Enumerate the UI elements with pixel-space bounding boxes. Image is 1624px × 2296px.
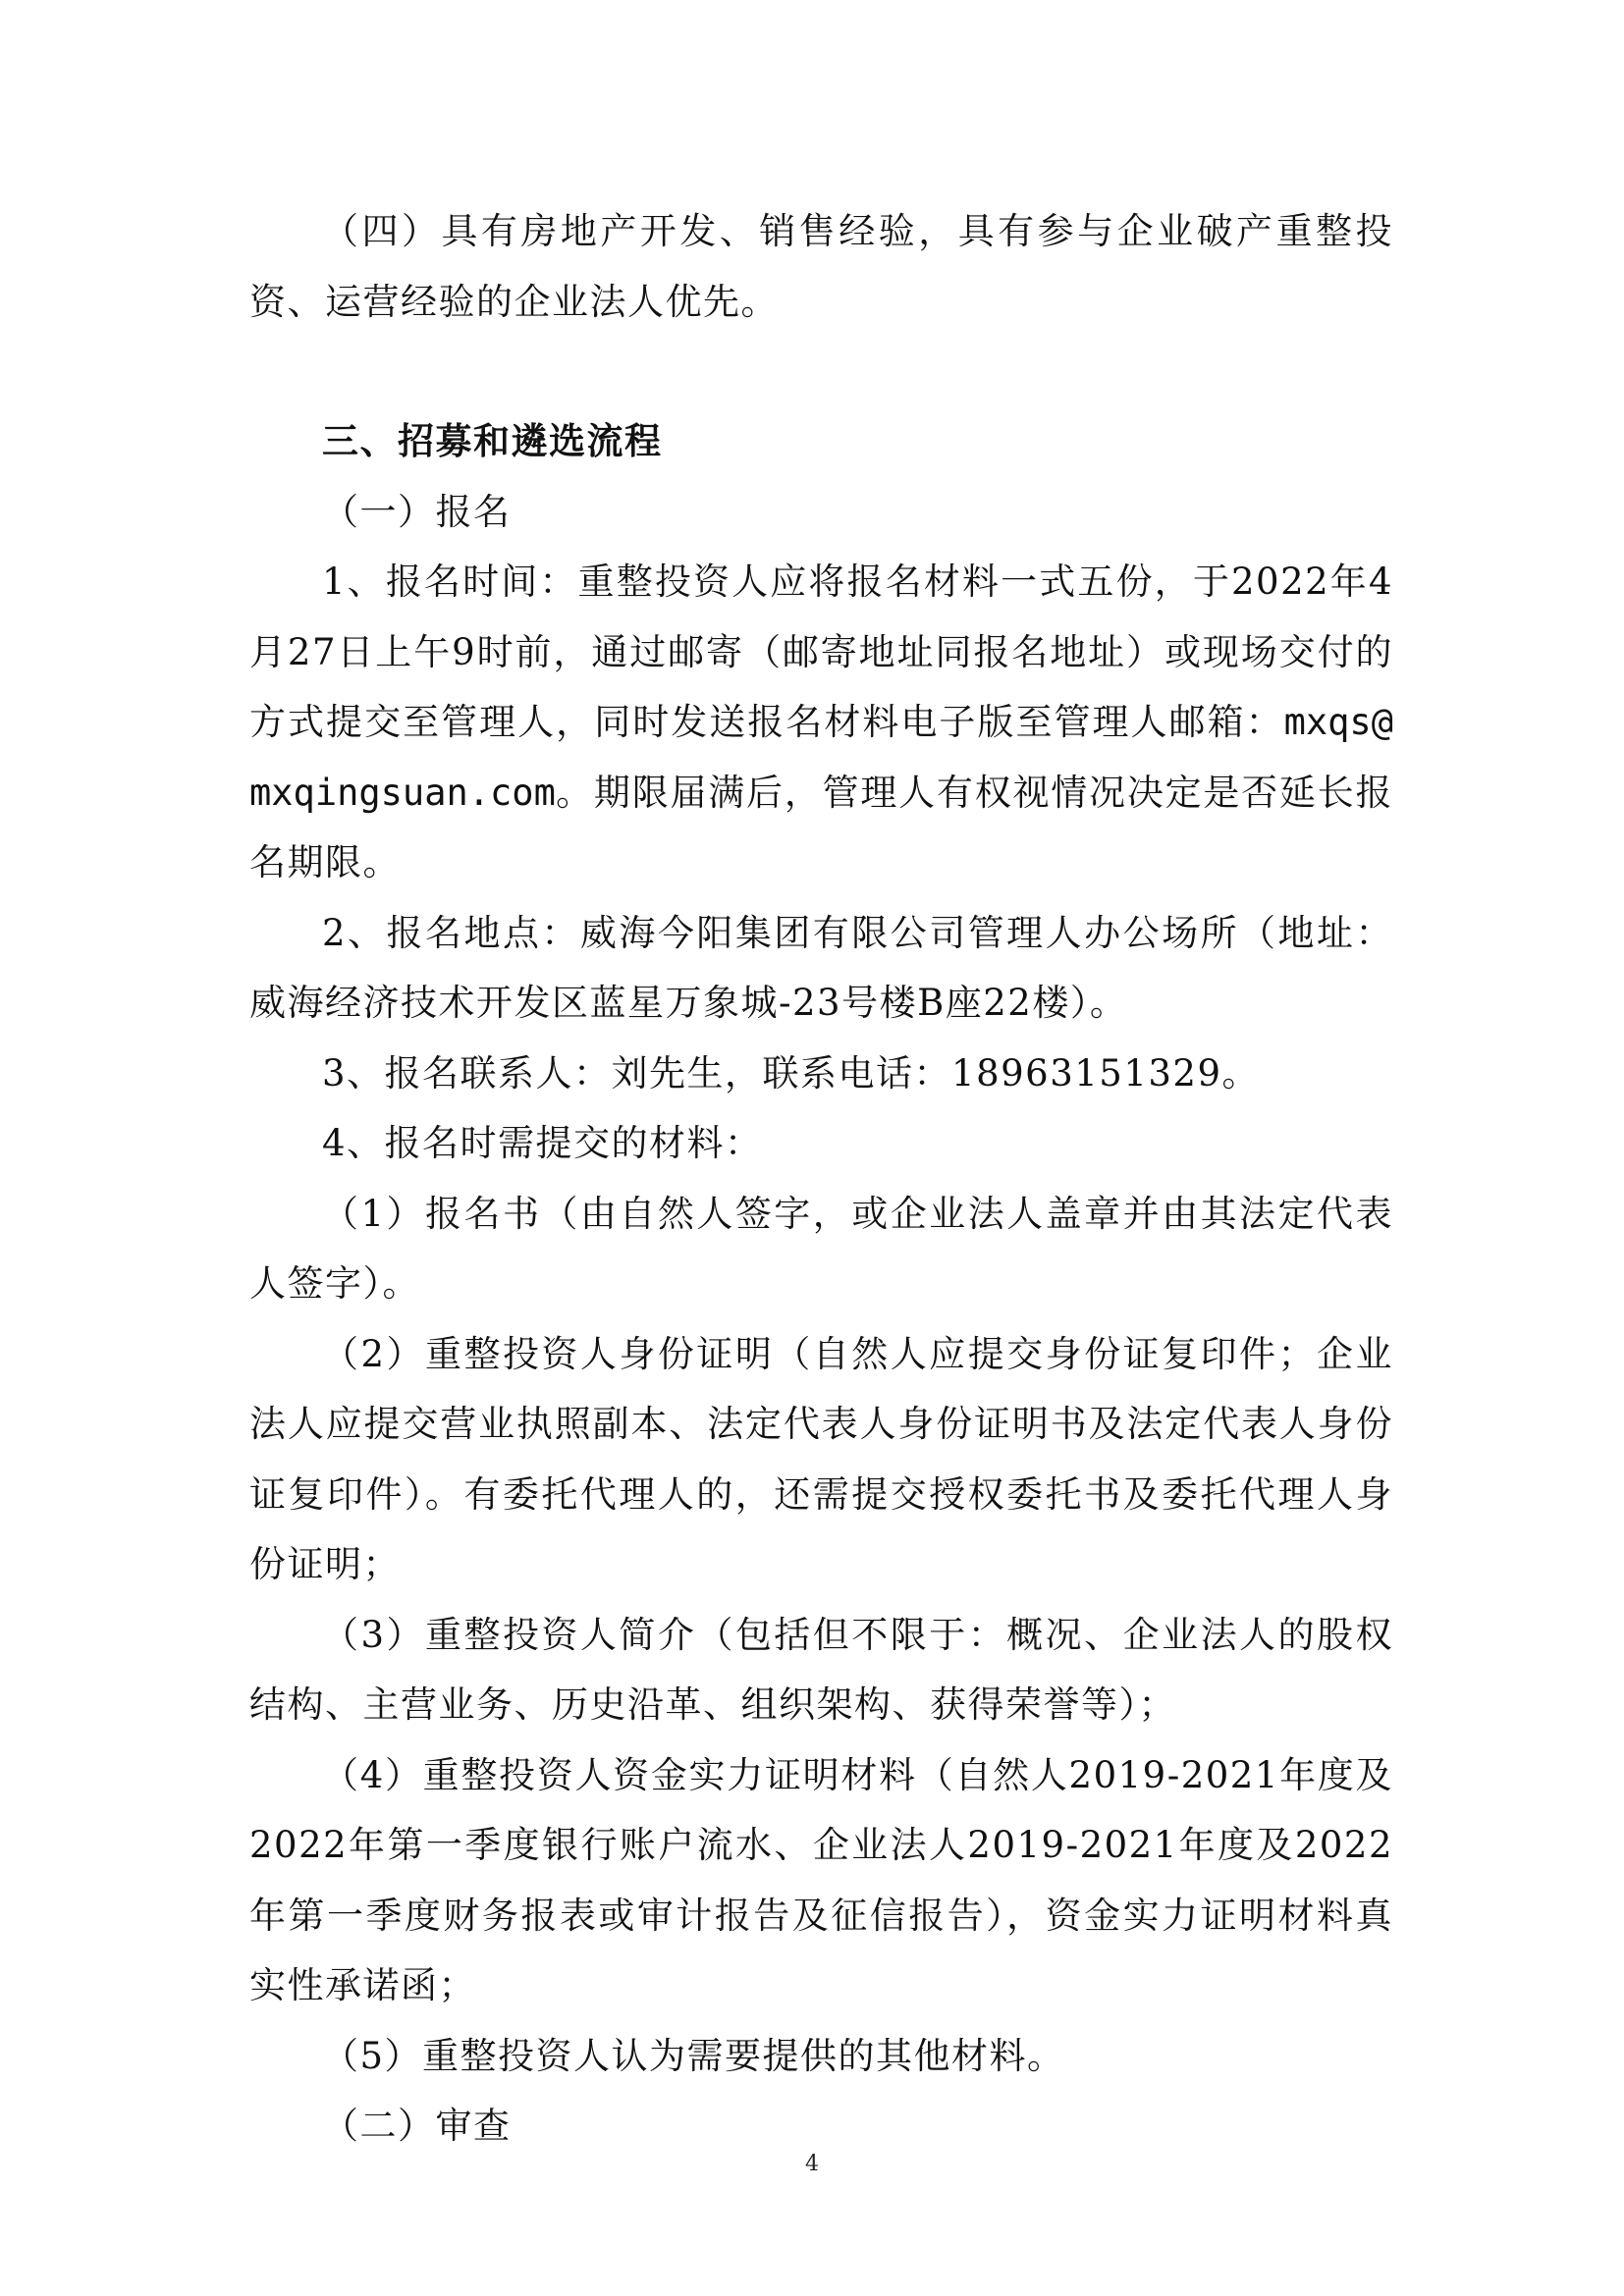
- material-item-3: （3）重整投资人简介（包括但不限于：概况、企业法人的股权结构、主营业务、历史沿革、组织架构、获得荣誉等）；: [249, 1613, 1393, 1726]
- paragraph-priority-condition: （四）具有房地产开发、销售经验，具有参与企业破产重整投资、运营经验的企业法人优先。: [249, 210, 1393, 323]
- material-item-4: （4）重整投资人资金实力证明材料（自然人2019-2021年度及2022年第一季度银行账户流水、企业法人2019-2021年度及2022年第一季度财务报表或审计报告及征信报告），资金实力证明材料真实性承诺函；: [249, 1753, 1393, 2006]
- material-item-1: （1）报名书（由自然人签字，或企业法人盖章并由其法定代表人签字）。: [249, 1192, 1393, 1305]
- email-address: mxqs@mxqingsuan.com: [249, 701, 1393, 814]
- registration-location-item: 2、报名地点：威海今阳集团有限公司管理人办公场所（地址：威海经济技术开发区蓝星万象城-23号楼B座22楼）。: [249, 911, 1393, 1024]
- registration-time-text: 1、报名时间：重整投资人应将报名材料一式五份，于2022年4月27日上午9时前，通过邮寄（邮寄地址同报名地址）或现场交付的方式提交至管理人，同时发送报名材料电子版至管理人邮箱：: [249, 561, 1393, 743]
- page-number: 4: [805, 2152, 819, 2176]
- required-materials-item: 4、报名时需提交的材料：: [322, 1122, 763, 1164]
- subsection-heading-registration: （一）报名: [322, 490, 512, 533]
- registration-contact-item: 3、报名联系人：刘先生，联系电话：18963151329。: [322, 1051, 1260, 1095]
- registration-time-text-continued: 。期限届满后，管理人有权视情况决定是否延长报名期限。: [249, 771, 1393, 883]
- subsection-heading-review: （二）审查: [322, 2105, 512, 2147]
- material-item-2: （2）重整投资人身份证明（自然人应提交身份证复印件；企业法人应提交营业执照副本、法定代表人身份证明书及法定代表人身份证复印件）。有委托代理人的，还需提交授权委托书及委托代理人身份证明；: [249, 1332, 1393, 1585]
- material-item-5: （5）重整投资人认为需要提供的其他材料。: [322, 2034, 1065, 2077]
- document-body: [249, 196, 1393, 2162]
- registration-time-item: [249, 547, 1393, 898]
- section-heading: 三、招募和遴选流程: [322, 419, 663, 462]
